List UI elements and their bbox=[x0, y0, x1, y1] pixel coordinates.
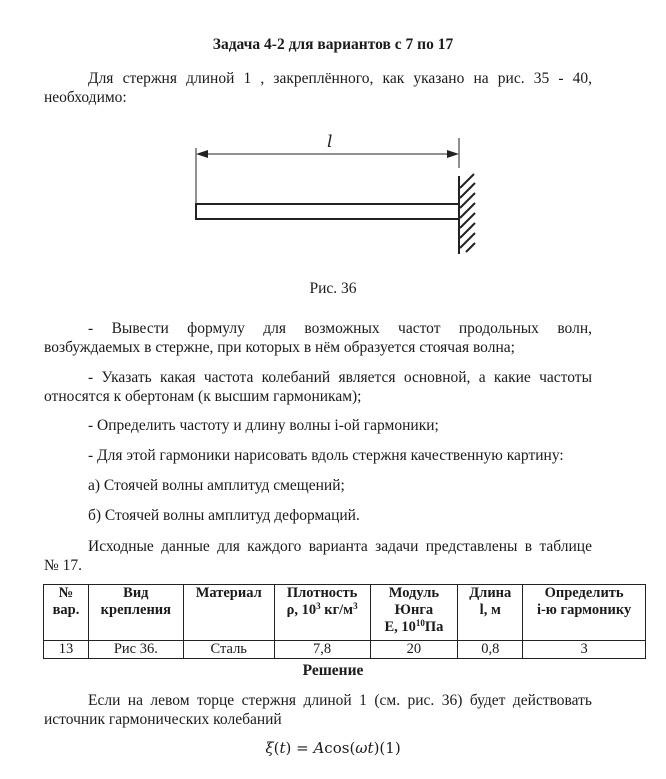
cell-length: 0,8 bbox=[458, 641, 523, 659]
table-intro-line: Исходные данные для каждого варианта задачи представлены в таблице bbox=[88, 538, 592, 555]
task-line: - Указать какая частота колебаний является основной, а какие частоты bbox=[88, 369, 592, 386]
task-item bbox=[44, 319, 592, 357]
figure-caption: Рис. 36 bbox=[309, 280, 357, 297]
cell-mount-type: Рис 36. bbox=[88, 641, 183, 659]
cell-material: Сталь bbox=[183, 641, 274, 659]
cell-variant: 13 bbox=[44, 641, 89, 659]
cell-harmonic: 3 bbox=[523, 641, 646, 659]
task-item: а) Стоячей волны амплитуд смещений; bbox=[88, 477, 345, 494]
header-material: Материал bbox=[183, 585, 274, 641]
table-intro-line: № 17. bbox=[44, 557, 83, 574]
intro-paragraph bbox=[44, 69, 592, 107]
fixed-wall-hatch-icon bbox=[459, 174, 475, 254]
task-line: возбуждаемых в стержне, при которых в нём образуется стоячая волна; bbox=[44, 339, 515, 356]
solution-heading: Решение bbox=[302, 662, 364, 679]
task-line: - Вывести формулу для возможных частот продольных волн, bbox=[88, 320, 592, 337]
variant-table bbox=[43, 584, 646, 659]
rod bbox=[196, 204, 459, 219]
cell-young-modulus: 20 bbox=[370, 641, 458, 659]
dimension-label: l bbox=[327, 132, 333, 152]
table-intro bbox=[44, 537, 592, 575]
header-length: Длина l, м bbox=[458, 585, 523, 641]
task-line: относятся к обертонам (к высшим гармоникам); bbox=[44, 388, 362, 405]
task-title: Задача 4-2 для вариантов с 7 по 17 bbox=[212, 36, 454, 53]
solution-line: источник гармонических колебаний bbox=[44, 711, 282, 728]
header-harmonic: Определить i-ю гармонику bbox=[523, 585, 646, 641]
task-item: - Определить частоту и длину волны i-ой гармоники; bbox=[88, 417, 439, 434]
formula-1: ξ(t) = Acos(ωt)(1) bbox=[265, 739, 401, 757]
intro-line-2: необходимо: bbox=[44, 89, 127, 106]
intro-line-1: Для стержня длиной 1 , закреплённого, как указано на рис. 35 - 40, bbox=[88, 70, 592, 87]
table-row bbox=[44, 641, 646, 659]
solution-paragraph bbox=[44, 691, 592, 729]
header-mount-type: Вид крепления bbox=[88, 585, 183, 641]
arrowhead-left-icon bbox=[196, 150, 208, 158]
arrowhead-right-icon bbox=[447, 150, 459, 158]
header-density: Плотность ρ, $10^3$ $кг/м^3$ bbox=[274, 585, 370, 641]
solution-line: Если на левом торце стержня длиной 1 (см. рис. 36) будет действовать bbox=[88, 692, 592, 709]
header-young-modulus: Модуль Юнга E, $10^{10}Па$ bbox=[370, 585, 458, 641]
table-header-row bbox=[44, 585, 646, 641]
task-item: б) Стоячей волны амплитуд деформаций. bbox=[88, 507, 360, 524]
task-item bbox=[44, 368, 592, 406]
header-variant: № вар. bbox=[44, 585, 89, 641]
rod-figure bbox=[180, 128, 500, 268]
cell-density: 7,8 bbox=[274, 641, 370, 659]
task-item: - Для этой гармоники нарисовать вдоль стержня качественную картину: bbox=[88, 447, 564, 464]
